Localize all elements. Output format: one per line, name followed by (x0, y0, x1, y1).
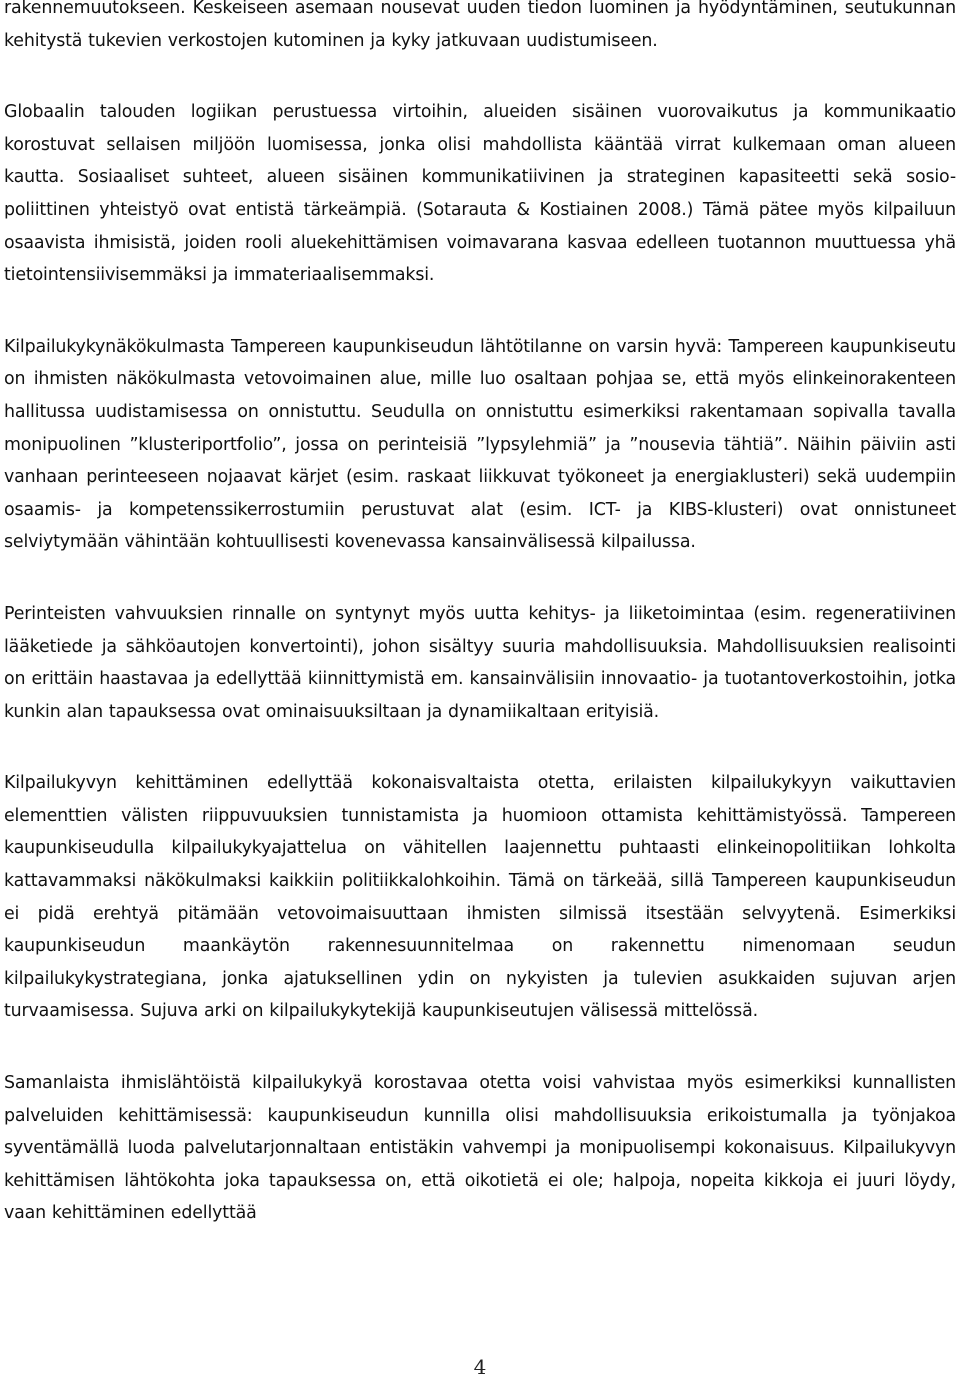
paragraph-6: Samanlaista ihmislähtöistä kilpailukykyä korostavaa otetta voisi vahvistaa myös esimerkiksi kunnallisten palveluiden kehittämisessä: kaupunkiseudun kunnilla olisi mahdollisuuksia erikoistumalla ja työnjakoa syventämällä luoda palvelutarjonnaltaan entistäkin vahvempi ja monipuolisempi kokonaisuus. Kilpailukyvyn kehittämisen lähtökohta joka tapauksessa on, että oikotietä ei ole; halpoja, nopeita kikkoja ei juuri löydy, vaan kehittäminen edellyttää (4, 1073, 956, 1224)
paragraph-1: rakennemuutokseen. Keskeiseen asemaan nousevat uuden tiedon luominen ja hyödyntäminen, seutukunnan kehitystä tukevien verkostojen kutominen ja kyky jatkuvaan uudistumiseen. (4, 0, 956, 51)
paragraph-3: Kilpailukykynäkökulmasta Tampereen kaupunkiseudun lähtötilanne on varsin hyvä: Tampereen kaupunkiseutu on ihmisten näkökulmasta vetovoimainen alue, mille luo osaltaan pohjaa se, että myös elinkeinorakenteen hallitussa uudistamisessa on onnistuttu. Seudulla on onnistuttu esimerkiksi rakentamaan sopivalla tavalla monipuolinen ”klusteriportfolio”, jossa on perinteisiä ”lypsylehmiä” ja ”nousevia tähtiä”. Näihin päiviin asti vanhaan perinteeseen nojaavat kärjet (esim. raskaat liikkuvat työkoneet ja energiaklusteri) sekä uudempiin osaamis- ja kompetenssikerrostumiin perustuvat alat (esim. ICT- ja KIBS-klusteri) ovat onnistuneet selviytymään vähintään kohtuullisesti kovenevassa kansainvälisessä kilpailussa. (4, 336, 956, 553)
paragraph-4: Perinteisten vahvuuksien rinnalle on syntynyt myös uutta kehitys- ja liiketoimintaa (esim. regeneratiivinen lääketiede ja sähköautojen konvertointi), johon sisältyy suuria mahdollisuuksia. Mahdollisuuksien realisointi on erittäin haastavaa ja edellyttää kiinnittymistä em. kansainvälisiin innovaatio- ja tuotantoverkostoihin, jotka kunkin alan tapauksessa ovat ominaisuuksiltaan ja dynamiikaltaan erityisiä. (4, 603, 956, 722)
document-page (4, 0, 956, 1269)
paragraph-5: Kilpailukyvyn kehittäminen edellyttää kokonaisvaltaista otetta, erilaisten kilpailukykyyn vaikuttavien elementtien välisten riippuvuuksien tunnistamista ja huomioon ottamista kehittämistyössä. Tampereen kaupunkiseudulla kilpailukykyajattelua on vähitellen laajennettu puhtaasti elinkeinopolitiikan lohkolta kattavammaksi näkökulmaksi kaikkiin politiikkalohkoihin. Tämä on tärkeää, sillä Tampereen kaupunkiseudun ei pidä erehtyä pitämään vetovoimaisuuttaan ihmisten silmissä itsestään selvyytenä. Esimerkiksi kaupunkiseudun maankäytön rakennesuunnitelmaa on rakennettu nimenomaan seudun kilpailukykystrategiana, jonka ajatuksellinen ydin on nykyisten ja tulevien asukkaiden sujuvan arjen turvaamisessa. Sujuva arki on kilpailukykytekijä kaupunkiseutujen välisessä mittelössä. (4, 773, 956, 1022)
paragraph-2: Globaalin talouden logiikan perustuessa virtoihin, alueiden sisäinen vuorovaikutus ja kommunikaatio korostuvat sellaisen miljöön luomisessa, jonka olisi mahdollista kääntää virrat kulkemaan oman alueen kautta. Sosiaaliset suhteet, alueen sisäinen kommunikatiivinen ja strateginen kapasiteetti sekä sosio-poliittinen yhteistyö ovat entistä tärkeämpiä. (Sotarauta & Kostiainen 2008.) Tämä pätee myös kilpailuun osaavista ihmisistä, joiden rooli aluekehittämisen voimavarana kasvaa edelleen tuotannon muuttuessa yhä tietointensiivisemmäksi ja immateriaalisemmaksi. (4, 102, 956, 286)
page-number: 4 (473, 1355, 487, 1379)
